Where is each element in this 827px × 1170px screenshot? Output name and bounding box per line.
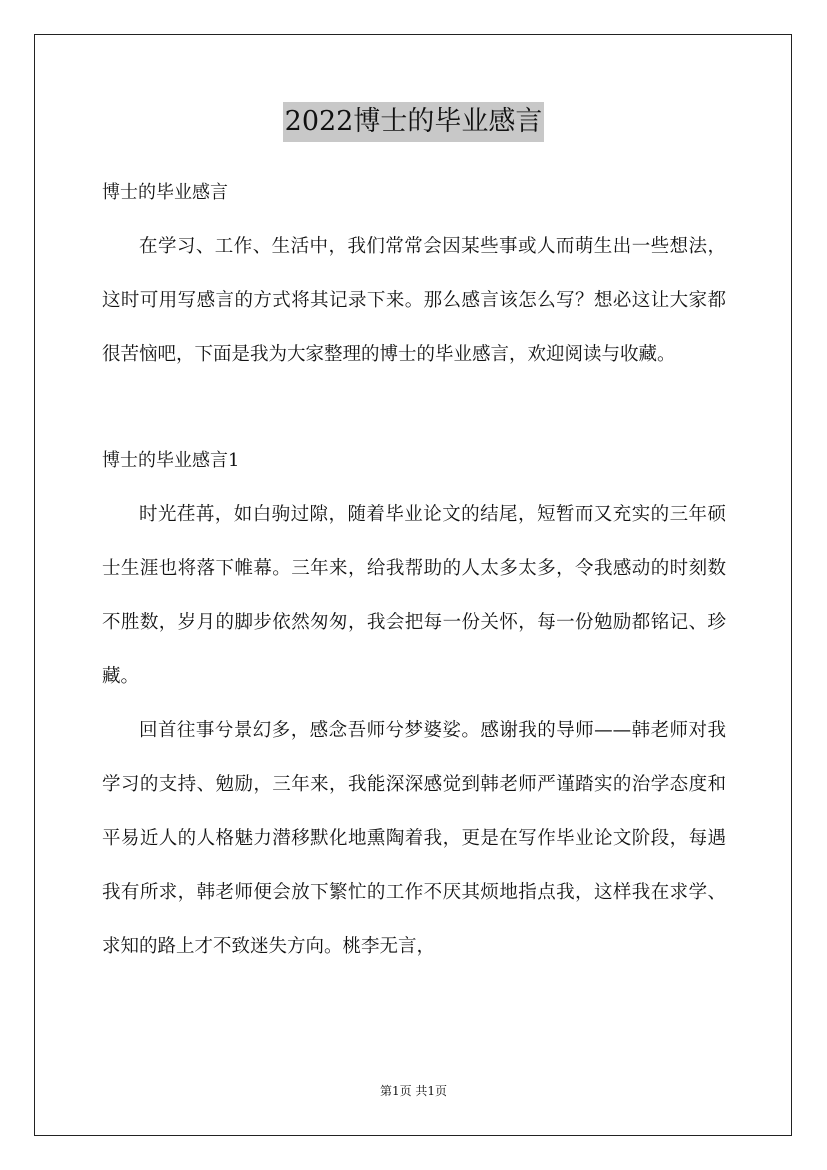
document-subtitle: 博士的毕业感言 xyxy=(102,182,228,203)
section-spacer xyxy=(102,382,726,434)
intro-paragraph: 在学习、工作、生活中，我们常常会因某些事或人而萌生出一些想法，这时可用写感言的方式将其记录下来。那么感言该怎么写？想必这让大家都很苦恼吧，下面是我为大家整理的博士的毕业感言，欢迎阅读与收藏。 xyxy=(102,236,726,365)
section-paragraph-1: 时光荏苒，如白驹过隙，随着毕业论文的结尾，短暂而又充实的三年硕士生涯也将落下帷幕。三年来，给我帮助的人太多太多，令我感动的时刻数不胜数，岁月的脚步依然匆匆，我会把每一份关怀，每一份勉励都铭记、珍藏。 xyxy=(102,504,726,687)
section-paragraph-2: 回首往事兮景幻多，感念吾师兮梦婆娑。感谢我的导师——韩老师对我学习的支持、勉励，三年来，我能深深感觉到韩老师严谨踏实的治学态度和平易近人的人格魅力潜移默化地熏陶着我，更是在写作毕业论文阶段，每遇我有所求，韩老师便会放下繁忙的工作不厌其烦地指点我，这样我在求学、求知的路上才不致迷失方向。桃李无言， xyxy=(102,720,726,957)
document-body xyxy=(102,166,726,974)
page-footer: 第1页 共1页 xyxy=(379,1084,448,1098)
title-container xyxy=(0,102,827,142)
section-heading: 博士的毕业感言1 xyxy=(102,450,240,471)
document-title: 2022博士的毕业感言 xyxy=(283,102,545,142)
